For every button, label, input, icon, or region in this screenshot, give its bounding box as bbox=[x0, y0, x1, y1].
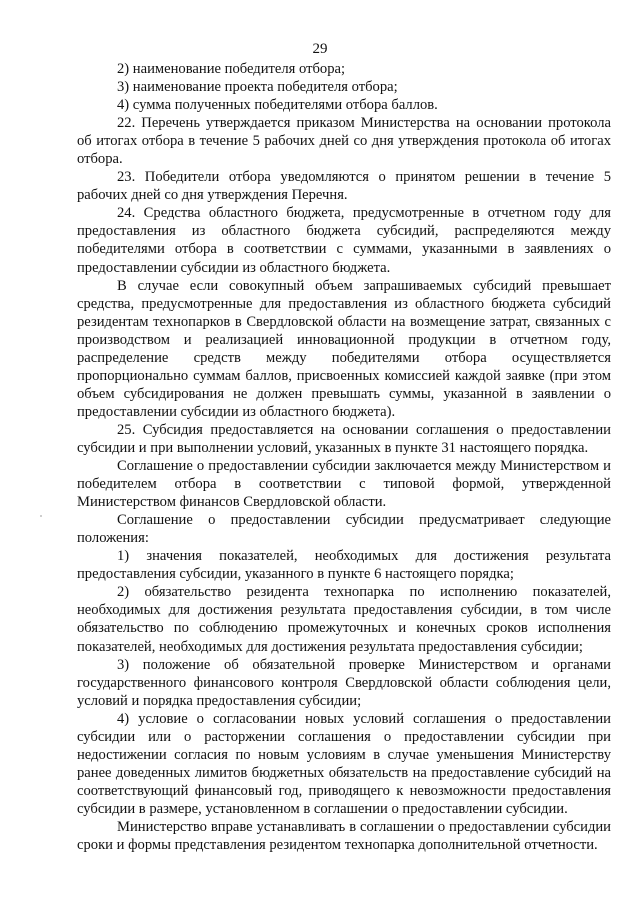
list-item: 3) наименование проекта победителя отбора; bbox=[117, 79, 398, 96]
page-number: 29 bbox=[312, 41, 328, 57]
paragraph-24-continued: В случае если совокупный объем запрашиваемых субсидий превышает средства, предусмотренные для предоставления из областного бюджета субсидий резидентам технопарков в Свердловской области на возмещение затрат, связанных с производством и реализацией инновационной продукции в отчетном году, распределение средств между победителями отбора осуществляется пропорционально суммам баллов, присвоенных комиссией каждой заявке (при этом объем субсидирования не должен превышать суммы, указанной в заявлении о предоставлении субсидии из областного бюджета). bbox=[77, 277, 611, 420]
list-item: 1) значения показателей, необходимых для достижения результата предоставления субсидии, указанного в пункте 6 настоящего порядка; bbox=[77, 548, 611, 583]
list-item: 2) наименование победителя отбора; bbox=[117, 61, 346, 77]
scan-artifact bbox=[40, 515, 42, 517]
paragraph-ministry-rights: Министерство вправе устанавливать в соглашении о предоставлении субсидии сроки и формы представления резидентом технопарка дополнительной отчетности. bbox=[77, 818, 611, 854]
paragraph-provisions-intro: Соглашение о предоставлении субсидии предусматривает следующие положения: bbox=[77, 512, 611, 547]
paragraph-agreement: Соглашение о предоставлении субсидии заключается между Министерством и победителем отбора в соответствии с типовой формой, утвержденной Министерством финансов Свердловской области. bbox=[77, 458, 611, 511]
list-item: 3) положение об обязательной проверке Министерством и органами государственного финансового контроля Свердловской области соблюдения цели, условий и порядка предоставления субсидии; bbox=[77, 656, 611, 709]
paragraph-23: 23. Победители отбора уведомляются о принятом решении в течение 5 рабочих дней со дня утверждения Перечня. bbox=[77, 169, 611, 204]
paragraph-22: 22. Перечень утверждается приказом Министерства на основании протокола об итогах отбора в течение 5 рабочих дней со дня утверждения протокола об итогах отбора. bbox=[77, 115, 611, 168]
paragraph-24: 24. Средства областного бюджета, предусмотренные в отчетном году для предоставления из областного бюджета субсидий, распределяются между победителями отбора в соответствии с суммами, указанными в заявлениях о предоставлении субсидии из областного бюджета. bbox=[77, 205, 611, 276]
list-item: 4) условие о согласовании новых условий соглашения о предоставлении субсидии или о расторжении соглашения о предоставлении субсидии при недостижении согласия по новым условиям в случае уменьшения Министерству ранее доведенных лимитов бюджетных обязательств на предоставление субсидий на соответствующий финансовый год, приводящего к невозможности предоставления субсидии в размере, установленном в соглашении о предоставлении субсидии. bbox=[77, 710, 611, 817]
paragraph-25: 25. Субсидия предоставляется на основании соглашения о предоставлении субсидии и при выполнении условий, указанных в пункте 31 настоящего порядка. bbox=[77, 421, 611, 456]
list-item: 4) сумма полученных победителями отбора баллов. bbox=[117, 97, 438, 114]
list-item: 2) обязательство резидента технопарка по исполнению показателей, необходимых для достижения результата предоставления субсидии, в том числе обязательство по соблюдению промежуточных и конечных сроков исполнения показателей, необходимых для достижения результата предоставления субсидии; bbox=[77, 584, 611, 655]
document-body bbox=[77, 60, 611, 854]
